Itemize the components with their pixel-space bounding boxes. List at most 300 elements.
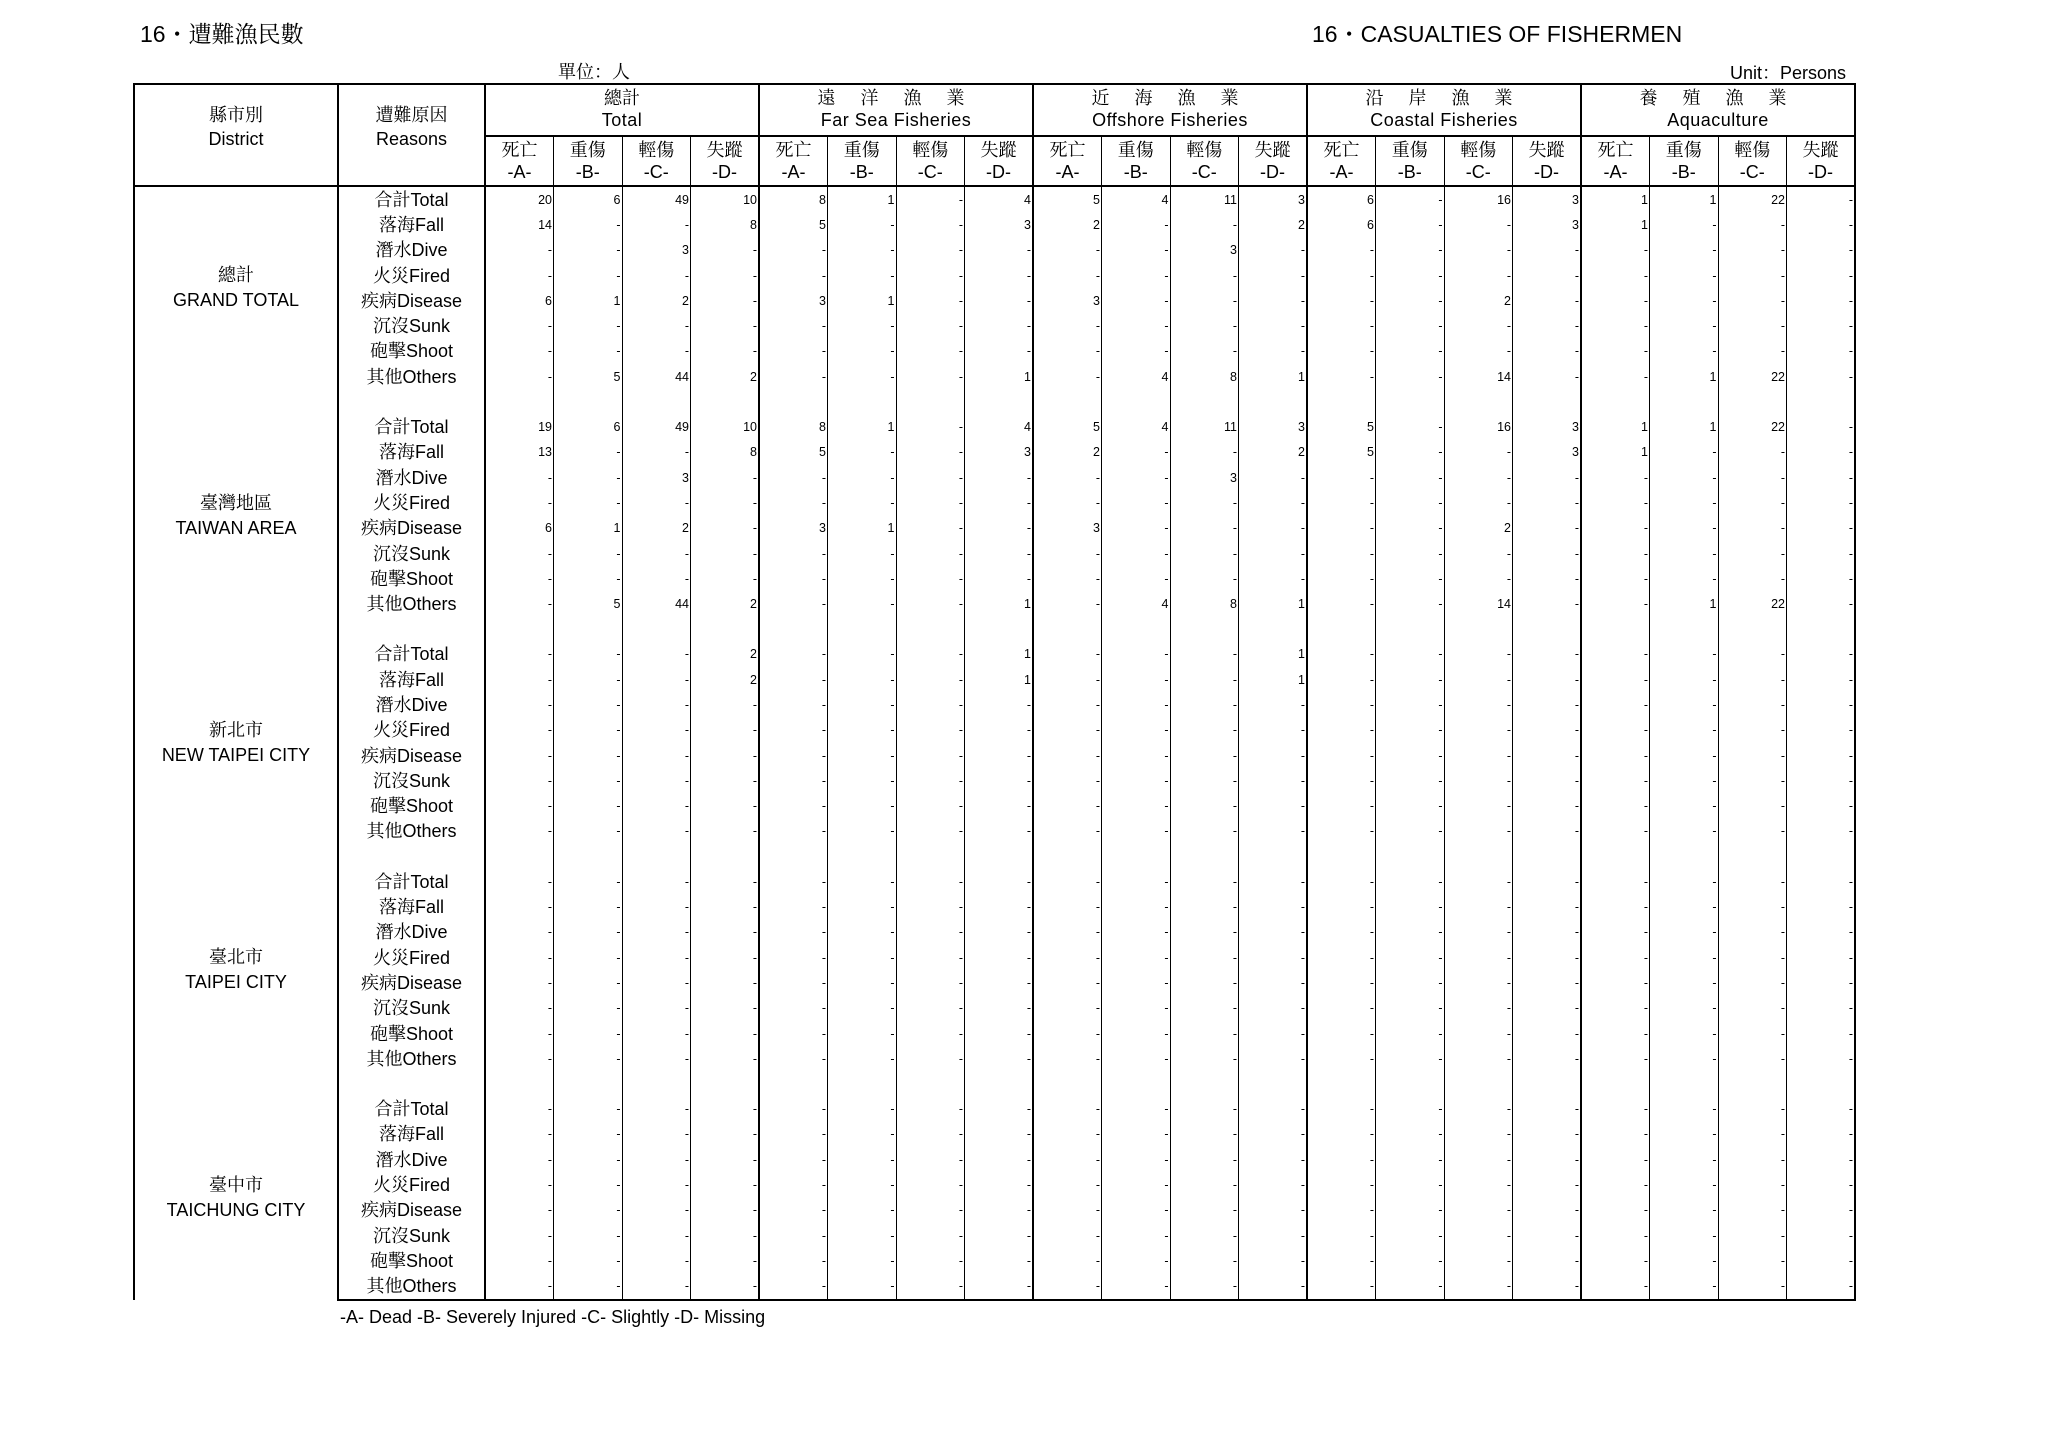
value-cell: - (1643, 369, 1648, 384)
value-cell: - (622, 1172, 691, 1197)
value-cell: - (965, 1021, 1034, 1046)
reason-cell: 合計Total (338, 1097, 485, 1122)
spacer-cell (1787, 1072, 1856, 1097)
value-cell: 3 (1513, 212, 1582, 237)
value-cell: - (1513, 743, 1582, 768)
value-cell: - (1444, 794, 1513, 819)
value-cell: - (1170, 819, 1239, 844)
value-cell: - (1239, 288, 1308, 313)
value-cell: - (1787, 768, 1856, 793)
value-cell: - (554, 541, 623, 566)
value-cell: - (828, 869, 897, 894)
value-cell: - (821, 824, 826, 839)
value-cell: - (1369, 243, 1374, 258)
value-cell: - (1095, 243, 1100, 258)
value-cell: - (965, 238, 1034, 263)
value-cell: - (1643, 521, 1648, 536)
value-cell: - (622, 313, 691, 338)
table-row (134, 238, 1855, 263)
value-cell: - (622, 768, 691, 793)
value-cell: - (1718, 768, 1787, 793)
value-cell: - (821, 950, 826, 965)
value-cell: - (828, 238, 897, 263)
sub-column-zh: 失蹤 (1528, 140, 1565, 160)
value-cell: - (1643, 546, 1648, 561)
district-header-en: District (208, 129, 264, 149)
value-cell: - (547, 925, 552, 940)
value-cell: - (896, 414, 965, 439)
reason-cell: 其他Others (338, 1274, 485, 1300)
spacer-cell (134, 1072, 338, 1097)
value-cell: - (1376, 692, 1445, 717)
value-cell: - (828, 1223, 897, 1248)
spacer-cell (338, 844, 485, 869)
value-cell: - (622, 440, 691, 465)
value-cell: - (1513, 591, 1582, 616)
value-cell: - (828, 465, 897, 490)
spacer-cell (1650, 617, 1719, 642)
value-cell: 3 (1093, 521, 1100, 536)
table-row (134, 364, 1855, 389)
value-cell: - (1444, 667, 1513, 692)
sub-column-header (1444, 136, 1513, 186)
value-cell: - (821, 799, 826, 814)
spacer-cell (1376, 1072, 1445, 1097)
value-cell: - (896, 186, 965, 212)
reason-cell: 落海Fall (338, 1122, 485, 1147)
value-cell: 5 (819, 217, 826, 232)
value-cell: - (1369, 495, 1374, 510)
value-cell: - (1787, 465, 1856, 490)
value-cell: - (1513, 516, 1582, 541)
value-cell: - (1718, 1021, 1787, 1046)
value-cell: 3 (819, 293, 826, 308)
value-cell: - (965, 263, 1034, 288)
spacer-cell (759, 389, 828, 414)
value-cell: - (547, 546, 552, 561)
group-header (485, 84, 759, 136)
spacer-cell (622, 1072, 691, 1097)
value-cell: - (1787, 718, 1856, 743)
value-cell: - (828, 1097, 897, 1122)
value-cell: - (1787, 1147, 1856, 1172)
value-cell: - (691, 996, 760, 1021)
value-cell: - (1444, 541, 1513, 566)
value-cell: - (1369, 1203, 1374, 1218)
value-cell: - (896, 743, 965, 768)
value-cell: - (965, 1122, 1034, 1147)
value-cell: - (1787, 743, 1856, 768)
value-cell: - (1444, 313, 1513, 338)
value-cell: - (1376, 1274, 1445, 1300)
value-cell: - (1718, 642, 1787, 667)
reason-cell: 火災Fired (338, 1172, 485, 1197)
reasons-header-zh: 遭難原因 (375, 105, 448, 125)
value-cell: - (965, 718, 1034, 743)
value-cell: - (1444, 1122, 1513, 1147)
group-header-en: Aquaculture (1667, 110, 1769, 130)
value-cell: 44 (622, 364, 691, 389)
value-cell: 4 (1102, 591, 1171, 616)
reason-cell: 沉沒Sunk (338, 313, 485, 338)
value-cell: - (622, 339, 691, 364)
value-cell: - (1718, 945, 1787, 970)
value-cell: - (691, 1274, 760, 1300)
value-cell: - (554, 970, 623, 995)
value-cell: - (1650, 642, 1719, 667)
value-cell: - (965, 465, 1034, 490)
sub-column-code: -D- (1260, 162, 1285, 182)
unit-label-zh: 單位：人 (558, 62, 630, 82)
value-cell: - (1102, 1172, 1171, 1197)
value-cell: 1 (1650, 414, 1719, 439)
value-cell: - (1513, 339, 1582, 364)
value-cell: - (965, 566, 1034, 591)
value-cell: - (896, 516, 965, 541)
reasons-header-en: Reasons (375, 129, 448, 149)
value-cell: - (828, 692, 897, 717)
value-cell: 6 (545, 521, 552, 536)
sub-column-zh: 失蹤 (706, 140, 743, 160)
value-cell: 3 (1093, 293, 1100, 308)
value-cell: - (1643, 975, 1648, 990)
value-cell: - (1369, 344, 1374, 359)
value-cell: - (1444, 212, 1513, 237)
value-cell: - (896, 566, 965, 591)
value-cell: - (1102, 894, 1171, 919)
value-cell: - (691, 743, 760, 768)
sub-column-header (896, 136, 965, 186)
value-cell: - (554, 1046, 623, 1071)
table-row (134, 591, 1855, 616)
value-cell: - (1718, 718, 1787, 743)
value-cell: - (691, 541, 760, 566)
value-cell: - (1170, 1198, 1239, 1223)
sub-column-header (1102, 136, 1171, 186)
value-cell: - (547, 1051, 552, 1066)
value-cell: - (1643, 495, 1648, 510)
table-row (134, 1198, 1855, 1223)
value-cell: 1 (828, 288, 897, 313)
reason-cell: 砲擊Shoot (338, 1021, 485, 1046)
value-cell: - (554, 1198, 623, 1223)
value-cell: - (1718, 1172, 1787, 1197)
sub-column-header (554, 136, 623, 186)
district-name-zh: 臺灣地區 (200, 492, 272, 513)
value-cell: - (1239, 920, 1308, 945)
value-cell: - (821, 1228, 826, 1243)
spacer-cell (1239, 844, 1308, 869)
value-cell: - (547, 1203, 552, 1218)
value-cell: 4 (1102, 414, 1171, 439)
spacer-cell (1170, 1072, 1239, 1097)
value-cell: - (1369, 874, 1374, 889)
spacer-cell (134, 844, 338, 869)
value-cell: - (1513, 364, 1582, 389)
value-cell: - (1787, 819, 1856, 844)
spacer-cell (1513, 389, 1582, 414)
value-cell: - (554, 794, 623, 819)
value-cell: - (1369, 1253, 1374, 1268)
value-cell: - (1444, 1147, 1513, 1172)
value-cell: 4 (1102, 364, 1171, 389)
value-cell: - (965, 819, 1034, 844)
value-cell: - (1643, 243, 1648, 258)
value-cell: - (1643, 900, 1648, 915)
table-row (134, 1172, 1855, 1197)
value-cell: - (1239, 1274, 1308, 1300)
reason-cell: 潛水Dive (338, 465, 485, 490)
value-cell: - (547, 672, 552, 687)
value-cell: - (1513, 1046, 1582, 1071)
value-cell: - (547, 369, 552, 384)
value-cell: - (1239, 1046, 1308, 1071)
table-row (134, 642, 1855, 667)
spacer-cell (1307, 844, 1376, 869)
value-cell: - (1095, 773, 1100, 788)
page-title-zh: 16・遭難漁民數 (140, 21, 304, 47)
value-cell: - (547, 950, 552, 965)
spacer-cell (1787, 389, 1856, 414)
value-cell: - (691, 339, 760, 364)
value-cell: - (1239, 1021, 1308, 1046)
value-cell: 1 (1641, 217, 1648, 232)
value-cell: - (691, 1248, 760, 1273)
value-cell: - (828, 541, 897, 566)
value-cell: - (1643, 1228, 1648, 1243)
value-cell: - (1444, 263, 1513, 288)
value-cell: - (896, 339, 965, 364)
reason-cell: 火災Fired (338, 945, 485, 970)
value-cell: - (821, 900, 826, 915)
value-cell: - (1102, 1223, 1171, 1248)
value-cell: - (691, 490, 760, 515)
district-cell (134, 869, 338, 1071)
value-cell: - (691, 945, 760, 970)
value-cell: - (1787, 1172, 1856, 1197)
value-cell: - (554, 212, 623, 237)
sub-column-header (1513, 136, 1582, 186)
reason-cell: 潛水Dive (338, 692, 485, 717)
value-cell: 1 (1239, 642, 1308, 667)
value-cell: - (1102, 743, 1171, 768)
value-cell: - (547, 1026, 552, 1041)
value-cell: - (821, 268, 826, 283)
value-cell: - (1650, 1248, 1719, 1273)
value-cell: - (1376, 339, 1445, 364)
table-row (134, 212, 1855, 237)
value-cell: - (1444, 869, 1513, 894)
value-cell: - (1369, 925, 1374, 940)
value-cell: 22 (1718, 591, 1787, 616)
value-cell: - (1376, 970, 1445, 995)
value-cell: - (1513, 1223, 1582, 1248)
value-cell: - (547, 470, 552, 485)
sub-column-header (1376, 136, 1445, 186)
value-cell: - (1444, 238, 1513, 263)
sub-column-zh: 死亡 (501, 140, 538, 160)
value-cell: - (1444, 1198, 1513, 1223)
value-cell: - (691, 263, 760, 288)
value-cell: 3 (622, 238, 691, 263)
district-cell (134, 1097, 338, 1300)
spacer-cell (759, 844, 828, 869)
value-cell: - (828, 339, 897, 364)
reason-cell: 疾病Disease (338, 288, 485, 313)
value-cell: - (1643, 319, 1648, 334)
value-cell: - (896, 490, 965, 515)
value-cell: - (1376, 1248, 1445, 1273)
value-cell: - (1787, 1097, 1856, 1122)
value-cell: 4 (965, 186, 1034, 212)
value-cell: - (622, 1021, 691, 1046)
reason-cell: 沉沒Sunk (338, 768, 485, 793)
value-cell: 2 (691, 667, 760, 692)
value-cell: - (1787, 186, 1856, 212)
value-cell: - (1376, 996, 1445, 1021)
value-cell: - (896, 819, 965, 844)
value-cell: - (965, 1147, 1034, 1172)
value-cell: - (1718, 263, 1787, 288)
value-cell: - (547, 1127, 552, 1142)
value-cell: - (965, 869, 1034, 894)
value-cell: - (554, 869, 623, 894)
value-cell: - (896, 894, 965, 919)
value-cell: - (1369, 293, 1374, 308)
value-cell: 2 (1239, 212, 1308, 237)
sub-column-code: -D- (712, 162, 737, 182)
district-header-zh: 縣市別 (209, 105, 263, 125)
value-cell: - (1787, 288, 1856, 313)
value-cell: 44 (622, 591, 691, 616)
value-cell: - (1239, 541, 1308, 566)
reason-cell: 砲擊Shoot (338, 794, 485, 819)
value-cell: - (691, 566, 760, 591)
value-cell: - (1376, 1021, 1445, 1046)
spacer-cell (896, 617, 965, 642)
value-cell: - (547, 874, 552, 889)
reason-cell: 火災Fired (338, 718, 485, 743)
value-cell: - (547, 1152, 552, 1167)
value-cell: - (828, 490, 897, 515)
value-cell: - (1376, 1122, 1445, 1147)
value-cell: - (1787, 869, 1856, 894)
value-cell: - (1102, 313, 1171, 338)
value-cell: - (821, 597, 826, 612)
value-cell: - (1095, 268, 1100, 283)
value-cell: - (1239, 465, 1308, 490)
value-cell: - (821, 874, 826, 889)
reason-cell: 砲擊Shoot (338, 566, 485, 591)
value-cell: - (1718, 692, 1787, 717)
value-cell: - (1376, 894, 1445, 919)
value-cell: - (821, 672, 826, 687)
value-cell: - (547, 824, 552, 839)
value-cell: - (547, 900, 552, 915)
value-cell: - (1376, 945, 1445, 970)
value-cell: - (622, 869, 691, 894)
value-cell: - (1239, 718, 1308, 743)
district-name-zh: 新北市 (209, 719, 263, 740)
value-cell: - (1369, 799, 1374, 814)
value-cell: - (1718, 970, 1787, 995)
value-cell: 2 (1093, 217, 1100, 232)
value-cell: - (1513, 490, 1582, 515)
value-cell: 1 (965, 667, 1034, 692)
value-cell: - (1787, 339, 1856, 364)
value-cell: - (1239, 692, 1308, 717)
value-cell: - (828, 1046, 897, 1071)
value-cell: - (896, 313, 965, 338)
value-cell: - (1787, 591, 1856, 616)
value-cell: - (1376, 566, 1445, 591)
spacer-cell (1444, 617, 1513, 642)
value-cell: - (622, 1274, 691, 1300)
spacer-cell (691, 617, 760, 642)
sub-column-header (622, 136, 691, 186)
value-cell: - (1369, 1026, 1374, 1041)
value-cell: - (1513, 1147, 1582, 1172)
value-cell: - (1444, 1274, 1513, 1300)
value-cell: 1 (1650, 364, 1719, 389)
value-cell: - (1102, 516, 1171, 541)
value-cell: - (1102, 465, 1171, 490)
value-cell: - (896, 1198, 965, 1223)
value-cell: - (554, 945, 623, 970)
value-cell: - (1376, 718, 1445, 743)
spacer-cell (1787, 844, 1856, 869)
sub-column-code: -B- (1671, 162, 1696, 182)
sub-column-code: -C- (1465, 162, 1491, 182)
spacer-cell (1650, 1072, 1719, 1097)
value-cell: - (1102, 1097, 1171, 1122)
table-row (134, 1248, 1855, 1273)
value-cell: - (1787, 313, 1856, 338)
value-cell: - (1170, 1046, 1239, 1071)
spacer-cell (759, 617, 828, 642)
value-cell: - (1369, 1051, 1374, 1066)
value-cell: 5 (1093, 420, 1100, 435)
spacer-cell (828, 1072, 897, 1097)
value-cell: - (1376, 440, 1445, 465)
value-cell: - (1102, 1046, 1171, 1071)
value-cell: - (554, 1274, 623, 1300)
value-cell: - (1513, 313, 1582, 338)
value-cell: - (821, 1102, 826, 1117)
value-cell: - (896, 869, 965, 894)
value-cell: - (1787, 440, 1856, 465)
value-cell: - (622, 794, 691, 819)
value-cell: - (1376, 313, 1445, 338)
value-cell: - (828, 920, 897, 945)
value-cell: - (1643, 1203, 1648, 1218)
value-cell: - (691, 465, 760, 490)
value-cell: - (896, 667, 965, 692)
spacer-cell (1033, 1072, 1102, 1097)
spacer-cell (1307, 389, 1376, 414)
value-cell: - (1102, 667, 1171, 692)
value-cell: - (1718, 313, 1787, 338)
value-cell: - (554, 768, 623, 793)
spacer-cell (485, 389, 554, 414)
value-cell: - (1650, 313, 1719, 338)
value-cell: - (1102, 970, 1171, 995)
value-cell: - (1095, 672, 1100, 687)
sub-column-code: -C- (1191, 162, 1217, 182)
value-cell: - (1643, 799, 1648, 814)
sub-column-zh: 重傷 (1391, 140, 1428, 160)
value-cell: - (1376, 414, 1445, 439)
